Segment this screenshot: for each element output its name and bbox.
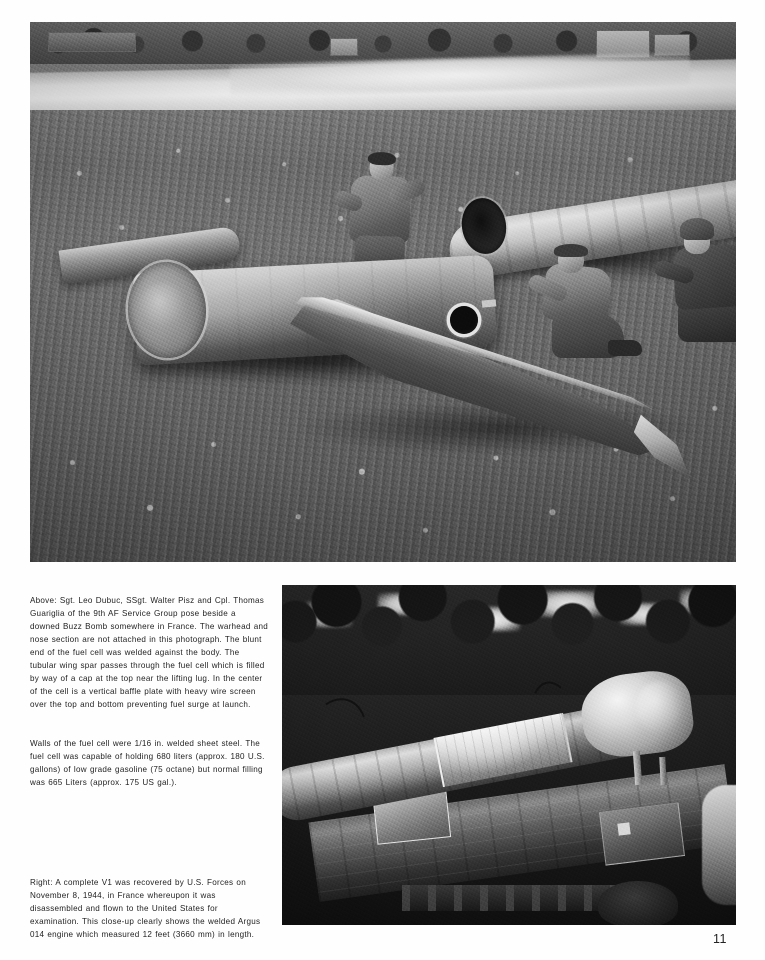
distant-building-3 (330, 38, 358, 56)
caption-right: Right: A complete V1 was recovered by U.S. Forces on November 8, 1944, in France whereupon it was disassembled and flown to the United States for examination. This close-up clearly shows the welded Argus 014 engine which measured 12 feet (3660 mm) in length. (30, 878, 261, 940)
trailer-wheel (598, 881, 678, 925)
fuselage-stencil-mark (617, 822, 630, 835)
v1-argus-engine-closeup-photo (282, 585, 736, 925)
soldier-boot (608, 340, 642, 356)
photo-scene-main (30, 22, 736, 562)
soldier-crouching-center (530, 244, 648, 362)
foreground-structure-right (702, 785, 736, 905)
caption-above: Above: Sgt. Leo Dubuc, SSgt. Walter Pisz and Cpl. Thomas Guariglia of the 9th AF Service Group pose beside a downed Buzz Bomb somewhere in France. The warhead and nose section are not attached in this photograph. The blunt end of the fuel cell was welded against the body. The tubular wing spar passes through the fuel cell which is filled by way of a cap at the top near the lifting lug. In the center of the cell is a vertical baffle plate with heavy wire screen over the top and bottom preventing fuel surge at launch. (30, 596, 268, 710)
page-number: 11 (713, 932, 727, 946)
inspection-port (450, 306, 478, 334)
soldier-hair (368, 152, 396, 166)
downed-buzz-bomb-field-photo (30, 22, 736, 562)
photo-scene-engine (282, 585, 736, 925)
fuselage-access-panel-right (599, 802, 685, 865)
soldier-helmet (680, 218, 714, 240)
soldier-standing (328, 152, 428, 275)
soldier-crouching-right (658, 218, 736, 344)
port-bracket (482, 299, 497, 307)
distant-vehicle-row (48, 32, 136, 52)
caption-fuel-cell-walls: Walls of the fuel cell were 1/16 in. welded sheet steel. The fuel cell was capable of holding 680 liters (approx. 180 U.S. gallons) of low grade gasoline (75 octane) but normal filling was 665 Liters (approx. 175 US gal.). (30, 739, 265, 788)
soldier-cap (554, 244, 588, 257)
